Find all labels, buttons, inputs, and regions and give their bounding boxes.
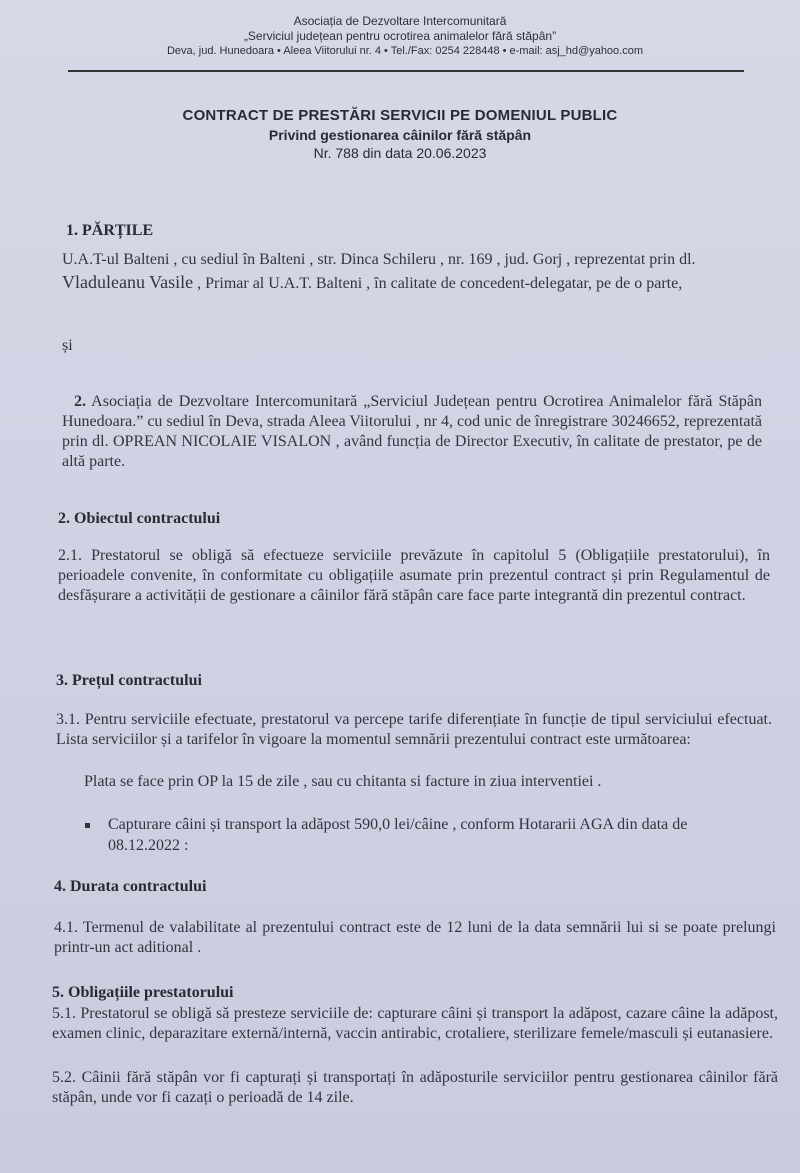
header-divider bbox=[68, 70, 744, 72]
bullet-marker bbox=[85, 823, 90, 828]
and-connector: și bbox=[62, 337, 73, 354]
price-paragraph: 3.1. Pentru serviciile efectuate, prestatorul va percepe tarife diferențiate în funcție de tipul serviciului efectuat. Lista serviciilor și a tarifelor în vigoare la momentul semnării prezentului contract este următoarea: bbox=[56, 711, 772, 748]
service-name: „Serviciul județean pentru ocrotirea animalelor fără stăpân” bbox=[243, 29, 557, 43]
party2-number: 2. bbox=[74, 393, 86, 410]
contract-subtitle: Privind gestionarea câinilor fără stăpân bbox=[268, 127, 532, 143]
address-line: Deva, jud. Hunedoara • Aleea Viitorului nr. 4 • Tel./Fax: 0254 228448 • e-mail: asj_hd@yahoo.com bbox=[166, 45, 644, 57]
payment-terms: Plata se face prin OP la 15 de zile , sau cu chitanta si facture in ziua interventiei . bbox=[84, 773, 602, 790]
duration-paragraph: 4.1. Termenul de valabilitate al prezentului contract este de 12 luni de la data semnării lui si se poate prelungi printr-un act aditional . bbox=[54, 919, 776, 956]
obligations-paragraph-2: 5.2. Câinii fără stăpân vor fi capturați și transportați în adăposturile serviciilor pentru gestionarea câinilor fără stăpân, unde vor fi cazați o perioadă de 14 zile. bbox=[52, 1069, 778, 1106]
object-paragraph: 2.1. Prestatorul se obligă să efectueze serviciile prevăzute în capitolul 5 (Obligațiile prestatorului), în perioadele convenite, în conformitate cu obligațiile asumate prin prezentul contract și prin Regulamentul de desfășurare a activității de gestionare a câinilor fără stăpân care face parte integrantă din prezentul contract. bbox=[58, 547, 770, 604]
contract-title: CONTRACT DE PRESTĂRI SERVICII PE DOMENIUL PUBLIC bbox=[182, 107, 618, 124]
letterhead bbox=[0, 14, 800, 59]
section-heading-obligations: 5. Obligațiile prestatorului bbox=[52, 984, 234, 1001]
obligations-paragraph-1: 5.1. Prestatorul se obligă să presteze serviciile de: capturare câini și transport la adăpost, cazare câine la adăpost, examen clinic, deparazitare externă/internă, vaccin antirabic, crotaliere, sterilizare femele/masculi și eutanasiere. bbox=[52, 1005, 778, 1042]
section-heading-price: 3. Prețul contractului bbox=[56, 672, 202, 689]
party1-line2 bbox=[62, 272, 762, 294]
tariff-item-line1: Capturare câini și transport la adăpost 590,0 lei/câine , conform Hotararii AGA din data de bbox=[108, 816, 688, 833]
section-heading-parties: 1. PĂRȚILE bbox=[66, 222, 154, 239]
contract-title-block bbox=[0, 106, 800, 162]
mayor-name: Vladuleanu Vasile bbox=[62, 272, 194, 292]
party2-text: Asociația de Dezvoltare Intercomunitară „Serviciul Județean pentru Ocrotirea Animalelor fără Stăpân Hunedoara.” cu sediul în Deva, strada Aleea Viitorului , nr 4, cod unic de înregistrare 30246652, reprezentată prin dl. OPREAN NICOLAIE VISALON , având funcția de Director Executiv, în calitate de prestator, pe de altă parte. bbox=[62, 393, 762, 470]
section-heading-duration: 4. Durata contractului bbox=[54, 878, 207, 895]
party1-line1: U.A.T-ul Balteni , cu sediul în Balteni , str. Dinca Schileru , nr. 169 , jud. Gorj , reprezentat prin dl. bbox=[62, 251, 696, 268]
section-heading-object: 2. Obiectul contractului bbox=[58, 510, 221, 527]
tariff-item-line2: 08.12.2022 : bbox=[108, 837, 189, 854]
contract-number-date: Nr. 788 din data 20.06.2023 bbox=[313, 145, 487, 161]
party2-paragraph bbox=[62, 392, 762, 472]
party1-role: , Primar al U.A.T. Balteni , în calitate de concedent-delegatar, pe de o parte, bbox=[193, 275, 683, 292]
org-name: Asociația de Dezvoltare Intercomunitară bbox=[293, 14, 507, 28]
